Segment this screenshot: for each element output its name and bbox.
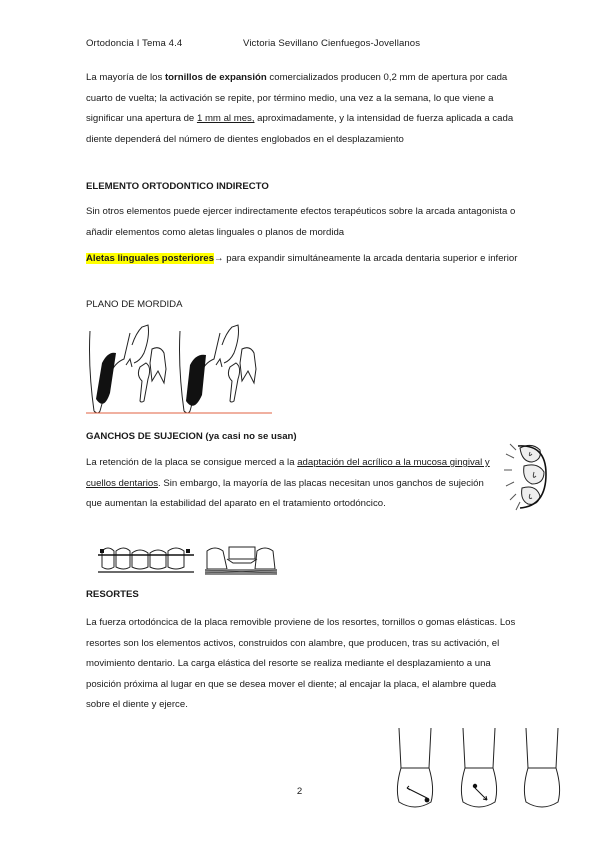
clasp-section-illustration xyxy=(205,539,277,575)
clasp-teeth-illustration xyxy=(98,541,194,573)
paragraph-springs: La fuerza ortodóncica de la placa removible proviene de los resortes, tornillos o gomas elásticas. Los resortes son los elementos activos, construidos con alambre, que producen, tras su activación, el movimiento dentario. La carga elástica del resorte se realiza mediante el desplazamiento a una posición próxima al lugar en que se desea mover el diente; al encajar la placa, el alambre queda sobre el diente y ejerce. xyxy=(86,617,516,710)
paragraph-lingual-wings: Aletas linguales posteriores→ para expandir simultáneamente la arcada dentaria superior e inferior xyxy=(86,253,518,264)
paragraph-expansion-screws: La mayoría de los tornillos de expansión comercializados producen 0,2 mm de apertura por cada cuarto de vuelta; la activación se repite, por término medio, una vez a la semana, lo que viene a significar una apertura de 1 mm al mes, aproximadamente, y la intensidad de fuerza aplicada a cada diente dependerá del número de dientes englobados en el desplazamiento xyxy=(86,72,514,145)
underlined-term: adaptación del acrílico a la mucosa gingival y cuellos dentarios xyxy=(86,457,490,489)
heading-bite-plane: PLANO DE MORDIDA xyxy=(86,299,183,310)
heading-indirect-element: ELEMENTO ORTODONTICO INDIRECTO xyxy=(86,181,269,192)
spring-tooth-illustration-1 xyxy=(393,728,439,812)
spring-tooth-illustration-3 xyxy=(520,728,566,812)
clasp-arch-illustration xyxy=(502,440,550,514)
paragraph-indirect: Sin otros elementos puede ejercer indirectamente efectos terapéuticos sobre la arcada antagonista o añadir elementos como aletas linguales o planos de mordida xyxy=(86,206,516,238)
highlighted-term: Aletas linguales posteriores xyxy=(86,253,214,264)
bite-plane-illustration xyxy=(86,323,272,415)
paragraph-clasps: La retención de la placa se consigue merced a la adaptación del acrílico a la mucosa gingival y cuellos dentarios. Sin embargo, la mayoría de las placas necesitan unos ganchos de sujeción que aumentan la estabilidad del aparato en el tratamiento ortodóncico. xyxy=(86,457,490,509)
heading-retention-clasps: GANCHOS DE SUJECION (ya casi no se usan) xyxy=(86,431,297,442)
header-author: Victoria Sevillano Cienfuegos-Jovellanos xyxy=(243,38,421,49)
underlined-term: 1 mm al mes, xyxy=(196,113,255,124)
bold-term: tornillos de expansión xyxy=(164,72,267,83)
page-number: 2 xyxy=(296,786,303,797)
spring-tooth-illustration-2 xyxy=(457,728,503,812)
header-subject: Ortodoncia I Tema 4.4 xyxy=(86,38,183,49)
heading-springs: RESORTES xyxy=(86,589,139,600)
